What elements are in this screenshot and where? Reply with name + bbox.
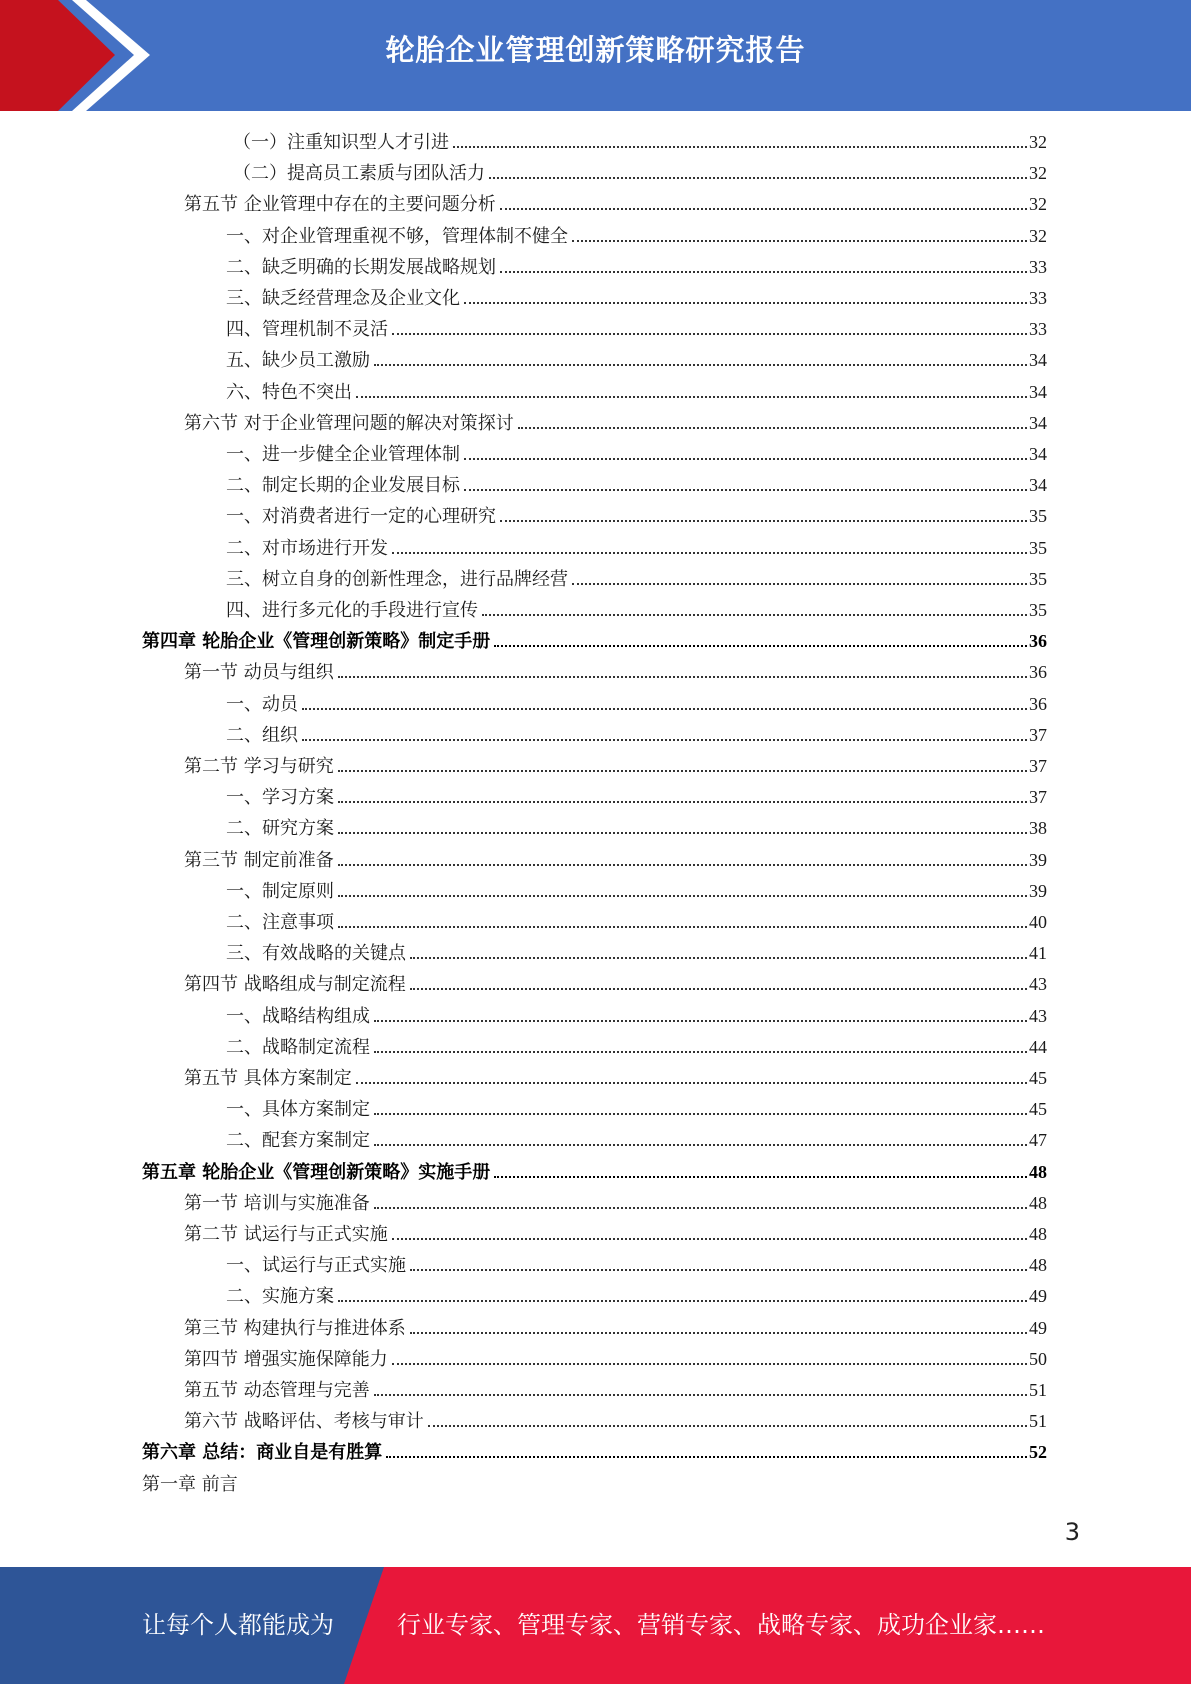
toc-entry-page: 34: [1029, 475, 1047, 496]
page-header: [0, 0, 1191, 111]
toc-entry-page: 51: [1029, 1411, 1047, 1432]
toc-entry-title: 一、进一步健全企业管理体制: [226, 444, 460, 465]
toc-entry-title: 四、进行多元化的手段进行宣传: [226, 600, 478, 621]
toc-entry[interactable]: [184, 751, 1047, 782]
toc-entry-title: 第五节 具体方案制定: [184, 1068, 352, 1089]
toc-entry-title: 一、战略结构组成: [226, 1005, 370, 1027]
toc-leader-dots: [392, 552, 1027, 554]
toc-entry-page: 48: [1029, 1161, 1047, 1182]
document-title: 轮胎企业管理创新策略研究报告: [385, 33, 806, 67]
toc-entry[interactable]: [226, 938, 1047, 969]
toc-entry-page: 37: [1029, 787, 1047, 808]
toc-entry-page: 48: [1029, 1255, 1047, 1276]
toc-leader-dots: [356, 1082, 1027, 1084]
toc-entry[interactable]: [226, 689, 1047, 720]
toc-leader-dots: [392, 333, 1027, 335]
toc-entry-title: 一、具体方案制定: [226, 1099, 370, 1121]
toc-entry[interactable]: [226, 1094, 1047, 1125]
toc-entry[interactable]: [142, 626, 1047, 657]
toc-entry[interactable]: [226, 1250, 1047, 1281]
toc-entry-page: 49: [1029, 1317, 1047, 1338]
toc-entry-page: 39: [1029, 849, 1047, 870]
toc-leader-dots: [374, 1144, 1027, 1146]
toc-entry[interactable]: [226, 221, 1047, 252]
toc-entry-page: 35: [1029, 537, 1047, 558]
toc-leader-dots: [374, 1020, 1027, 1022]
toc-entry-page: 34: [1029, 412, 1047, 433]
toc-leader-dots: [410, 988, 1027, 990]
toc-entry-title: 第一章 前言: [142, 1473, 238, 1495]
toc-entry-page: 35: [1029, 506, 1047, 527]
toc-entry[interactable]: [226, 782, 1047, 813]
toc-leader-dots: [464, 302, 1027, 304]
toc-entry-title: 一、对消费者进行一定的心理研究: [226, 506, 496, 528]
toc-leader-dots: [338, 676, 1027, 678]
toc-entry-page: 38: [1029, 818, 1047, 839]
toc-leader-dots: [338, 926, 1027, 928]
toc-entry-title: 第五章 轮胎企业《管理创新策略》实施手册: [142, 1161, 491, 1183]
toc-leader-dots: [392, 1238, 1027, 1240]
toc-entry-page: 52: [1029, 1442, 1047, 1463]
toc-entry-title: 二、组织: [226, 724, 298, 746]
toc-entry-title: 第六节 对于企业管理问题的解决对策探讨: [184, 412, 514, 434]
toc-entry-title: 一、对企业管理重视不够，管理体制不健全: [226, 225, 568, 247]
toc-entry[interactable]: [184, 969, 1047, 1000]
toc-entry[interactable]: [226, 283, 1047, 314]
toc-leader-dots: [464, 458, 1027, 460]
toc-entry[interactable]: [184, 408, 1047, 439]
toc-entry[interactable]: [184, 1344, 1047, 1375]
toc-leader-dots: [386, 1456, 1027, 1458]
toc-entry-title: 二、研究方案: [226, 818, 334, 840]
toc-entry-page: 49: [1029, 1286, 1047, 1307]
toc-entry[interactable]: [226, 876, 1047, 907]
toc-entry-page: 34: [1029, 381, 1047, 402]
toc-leader-dots: [500, 271, 1027, 273]
toc-entry[interactable]: [142, 1469, 542, 1500]
toc-leader-dots: [338, 895, 1027, 897]
toc-leader-dots: [392, 1363, 1027, 1365]
toc-entry-page: 33: [1029, 256, 1047, 277]
toc-entry[interactable]: [226, 1125, 1047, 1156]
toc-leader-dots: [518, 427, 1027, 429]
toc-entry[interactable]: [226, 470, 1047, 501]
toc-entry-title: 一、学习方案: [226, 787, 334, 809]
toc-entry-title: 三、有效战略的关键点: [226, 943, 406, 965]
toc-entry[interactable]: [226, 813, 1047, 844]
toc-leader-dots: [410, 1332, 1027, 1334]
toc-entry[interactable]: [184, 1313, 1047, 1344]
footer-slogan-right: 行业专家、管理专家、营销专家、战略专家、成功企业家……: [397, 1611, 1045, 1639]
toc-entry[interactable]: [233, 158, 1047, 189]
toc-entry-title: 第一节 培训与实施准备: [184, 1192, 370, 1214]
toc-leader-dots: [428, 1425, 1027, 1427]
toc-entry-page: 47: [1029, 1130, 1047, 1151]
toc-entry-page: 32: [1029, 163, 1047, 184]
toc-leader-dots: [410, 1269, 1027, 1271]
toc-entry-title: 第三节 制定前准备: [184, 849, 334, 871]
toc-entry-title: 三、树立自身的创新性理念，进行品牌经营: [226, 568, 568, 590]
toc-leader-dots: [489, 177, 1027, 179]
toc-entry-page: 32: [1029, 132, 1047, 152]
toc-entry-page: 32: [1029, 225, 1047, 246]
toc-entry[interactable]: [184, 657, 1047, 688]
toc-leader-dots: [338, 832, 1027, 834]
toc-entry-page: 41: [1029, 943, 1047, 964]
toc-entry[interactable]: [226, 533, 1047, 564]
toc-entry[interactable]: [226, 252, 1047, 283]
toc-entry-title: 第一节 动员与组织: [184, 662, 334, 684]
toc-entry[interactable]: [184, 1063, 1047, 1094]
toc-entry-title: 第六章 总结：商业自是有胜算: [142, 1442, 383, 1464]
toc-entry-title: （一）注重知识型人才引进: [233, 132, 449, 153]
toc-entry-title: 二、注意事项: [226, 912, 334, 933]
toc-entry-page: 44: [1029, 1036, 1047, 1057]
toc-leader-dots: [374, 1113, 1027, 1115]
toc-entry-title: 二、战略制定流程: [226, 1036, 370, 1058]
toc-entry-page: 33: [1029, 319, 1047, 340]
toc-leader-dots: [338, 801, 1027, 803]
toc-leader-dots: [410, 957, 1027, 959]
toc-entry-title: 二、实施方案: [226, 1286, 334, 1308]
toc-leader-dots: [338, 864, 1027, 866]
toc-entry-title: 第五节 动态管理与完善: [184, 1380, 370, 1401]
toc-entry-title: （二）提高员工素质与团队活力: [233, 163, 485, 185]
toc-entry-title: 二、制定长期的企业发展目标: [226, 475, 460, 497]
toc-entry[interactable]: [226, 501, 1047, 532]
toc-entry-title: 三、缺乏经营理念及企业文化: [226, 288, 460, 309]
toc-entry[interactable]: [184, 1188, 1047, 1219]
toc-entry[interactable]: [226, 907, 1047, 938]
toc-entry[interactable]: [184, 845, 1047, 876]
toc-entry[interactable]: [226, 1032, 1047, 1063]
page-footer: [0, 1567, 1191, 1684]
toc-entry-title: 第四节 增强实施保障能力: [184, 1348, 388, 1370]
toc-entry-title: 二、对市场进行开发: [226, 537, 388, 559]
toc-entry-title: 二、缺乏明确的长期发展战略规划: [226, 256, 496, 278]
toc-leader-dots: [374, 1207, 1027, 1209]
toc-entry[interactable]: [226, 345, 1047, 376]
toc-entry-page: 36: [1029, 631, 1047, 652]
toc-entry-page: 39: [1029, 880, 1047, 901]
toc-entry-page: 37: [1029, 724, 1047, 745]
footer-slogan-left: 让每个人都能成为: [142, 1611, 334, 1639]
toc-entry-page: 48: [1029, 1192, 1047, 1213]
toc-entry-title: 一、动员: [226, 693, 298, 715]
toc-entry-title: 第六节 战略评估、考核与审计: [184, 1411, 424, 1433]
toc-leader-dots: [374, 1051, 1027, 1053]
toc-entry[interactable]: [142, 1157, 1047, 1188]
toc-entry-title: 第四节 战略组成与制定流程: [184, 974, 406, 996]
toc-entry[interactable]: [184, 1375, 1047, 1406]
toc-entry[interactable]: [233, 127, 1047, 158]
toc-entry[interactable]: [226, 595, 1047, 626]
toc-entry-page: 35: [1029, 568, 1047, 589]
toc-entry-page: 33: [1029, 288, 1047, 308]
toc-entry-page: 36: [1029, 693, 1047, 714]
toc-entry[interactable]: [226, 377, 1047, 408]
toc-leader-dots: [302, 708, 1027, 710]
toc-entry-title: 第二节 学习与研究: [184, 756, 334, 777]
toc-entry-page: 36: [1029, 662, 1047, 683]
toc-entry[interactable]: [226, 314, 1047, 345]
toc-entry-page: 37: [1029, 756, 1047, 776]
page-number: 3: [1064, 1518, 1080, 1546]
toc-leader-dots: [500, 520, 1027, 522]
toc-entry[interactable]: [226, 720, 1047, 751]
toc-leader-dots: [453, 146, 1027, 148]
toc-entry-title: 第二节 试运行与正式实施: [184, 1224, 388, 1245]
toc-entry[interactable]: [142, 1437, 1047, 1468]
toc-entry-page: 40: [1029, 912, 1047, 932]
toc-entry-title: 二、配套方案制定: [226, 1130, 370, 1152]
toc-entry-page: 45: [1029, 1068, 1047, 1088]
toc-entry-title: 一、制定原则: [226, 880, 334, 902]
toc-entry[interactable]: [226, 1281, 1047, 1312]
toc-entry-page: 50: [1029, 1348, 1047, 1369]
toc-entry-title: 第三节 构建执行与推进体系: [184, 1317, 406, 1339]
toc-entry[interactable]: [184, 189, 1047, 220]
toc-entry-page: 43: [1029, 1005, 1047, 1026]
toc-entry-page: 35: [1029, 600, 1047, 620]
toc-entry-page: 34: [1029, 444, 1047, 464]
toc-entry-page: 45: [1029, 1099, 1047, 1120]
toc-entry-page: 34: [1029, 350, 1047, 371]
toc-leader-dots: [494, 1176, 1027, 1178]
toc-entry[interactable]: [184, 1406, 1047, 1437]
toc-leader-dots: [572, 583, 1027, 585]
toc-leader-dots: [302, 739, 1027, 741]
toc-entry-title: 四、管理机制不灵活: [226, 319, 388, 341]
toc-leader-dots: [572, 240, 1027, 242]
toc-entry-page: 43: [1029, 974, 1047, 995]
toc-entry-page: 32: [1029, 194, 1047, 215]
toc-entry-page: 48: [1029, 1224, 1047, 1244]
toc-entry-title: 一、试运行与正式实施: [226, 1255, 406, 1277]
toc-leader-dots: [464, 489, 1027, 491]
toc-entry-page: 51: [1029, 1380, 1047, 1400]
toc-leader-dots: [356, 396, 1027, 398]
toc-leader-dots: [374, 1394, 1027, 1396]
toc-entry-title: 五、缺少员工激励: [226, 350, 370, 372]
toc-leader-dots: [374, 364, 1027, 366]
toc-leader-dots: [494, 645, 1027, 647]
toc-leader-dots: [338, 1300, 1027, 1302]
toc-entry-title: 第五节 企业管理中存在的主要问题分析: [184, 194, 496, 216]
toc-entry-title: 第四章 轮胎企业《管理创新策略》制定手册: [142, 631, 491, 653]
toc-leader-dots: [482, 614, 1027, 616]
toc-leader-dots: [500, 208, 1027, 210]
toc-entry[interactable]: [184, 1219, 1047, 1250]
toc-entry[interactable]: [226, 1001, 1047, 1032]
toc-entry-title: 六、特色不突出: [226, 381, 352, 403]
toc-entry[interactable]: [226, 439, 1047, 470]
toc-leader-dots: [338, 770, 1027, 772]
toc-entry[interactable]: [226, 564, 1047, 595]
